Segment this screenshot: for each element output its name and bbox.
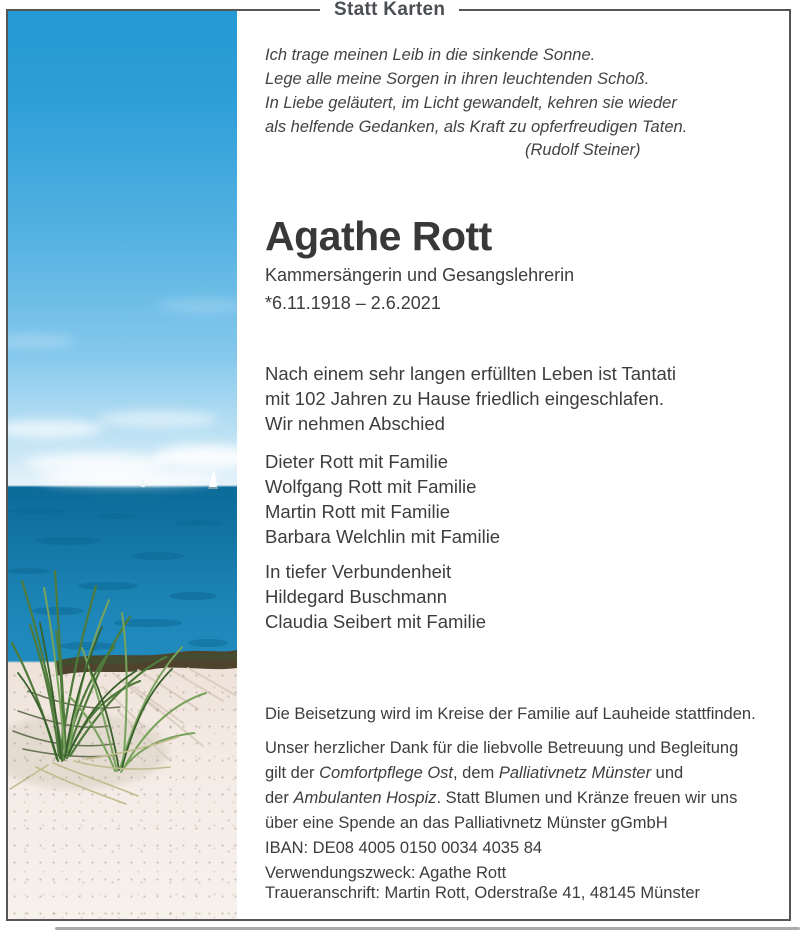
condolence-address: Traueranschrift: Martin Rott, Oderstraße 41, 48145 Münster	[265, 884, 700, 902]
poem-line: als helfende Gedanken, als Kraft zu opferfreudigen Taten.	[265, 118, 688, 136]
thanks-segment: der	[265, 789, 294, 807]
mourner-line: Wolfgang Rott mit Familie	[265, 476, 477, 497]
thanks-line: Unser herzlicher Dank für die liebvolle Betreuung und Begleitung	[265, 739, 739, 757]
mourner-line: Claudia Seibert mit Familie	[265, 611, 487, 632]
burial-note: Die Beisetzung wird im Kreise der Familie auf Lauheide stattfinden.	[265, 705, 756, 723]
thanks-segment: , dem	[453, 764, 499, 782]
announcement-line: mit 102 Jahren zu Hause friedlich eingeschlafen.	[265, 388, 665, 409]
donation-purpose: Verwendungszweck: Agathe Rott	[265, 864, 507, 882]
close-mourners	[265, 559, 789, 634]
deceased-profession: Kammersängerin und Gesangslehrerin	[265, 265, 575, 285]
mourner-line: Barbara Welchlin mit Familie	[265, 526, 501, 547]
poem	[265, 43, 789, 139]
poem-line: In Liebe geläutert, im Licht gewandelt, kehren sie wieder	[265, 94, 677, 112]
mourner-line: In tiefer Verbundenheit	[265, 561, 452, 582]
life-dates: *6.11.1918 – 2.6.2021	[265, 293, 441, 313]
poem-line: Lege alle meine Sorgen in ihren leuchtenden Schoß.	[265, 70, 650, 88]
poem-line: Ich trage meinen Leib in die sinkende Sonne.	[265, 46, 596, 64]
sand-speckle-texture	[8, 667, 237, 919]
deceased-name: Agathe Rott	[265, 213, 492, 259]
death-announcement	[265, 361, 789, 436]
thanks-paragraph	[265, 736, 789, 886]
poem-attribution: (Rudolf Steiner)	[525, 141, 641, 159]
mourner-line: Hildegard Buschmann	[265, 586, 448, 607]
clouds	[8, 298, 237, 487]
statt-karten-label: Statt Karten	[320, 0, 459, 22]
thanks-segment: gilt der	[265, 764, 320, 782]
scan-edge-artifact	[55, 927, 800, 930]
notice-frame	[6, 0, 791, 921]
thanks-line	[265, 789, 737, 807]
thanks-segment-italic: Ambulanten Hospiz	[293, 789, 437, 807]
thanks-segment: . Statt Blumen und Kränze freuen wir uns	[436, 789, 738, 807]
announcement-line: Wir nehmen Abschied	[265, 413, 445, 434]
thanks-line: über eine Spende an das Palliativnetz Münster gGmbH	[265, 814, 668, 832]
family-mourners	[265, 449, 789, 549]
thanks-line	[265, 764, 683, 782]
thanks-segment-italic: Palliativnetz Münster	[498, 764, 652, 782]
sea-waves	[8, 488, 237, 650]
beach-photo	[8, 11, 237, 919]
thanks-segment-italic: Comfortpflege Ost	[319, 764, 453, 782]
mourner-line: Martin Rott mit Familie	[265, 501, 451, 522]
announcement-line: Nach einem sehr langen erfüllten Leben ist Tantati	[265, 363, 677, 384]
mourner-line: Dieter Rott mit Familie	[265, 451, 448, 472]
thanks-segment: und	[651, 764, 684, 782]
donation-iban: IBAN: DE08 4005 0150 0034 4035 84	[265, 839, 543, 857]
